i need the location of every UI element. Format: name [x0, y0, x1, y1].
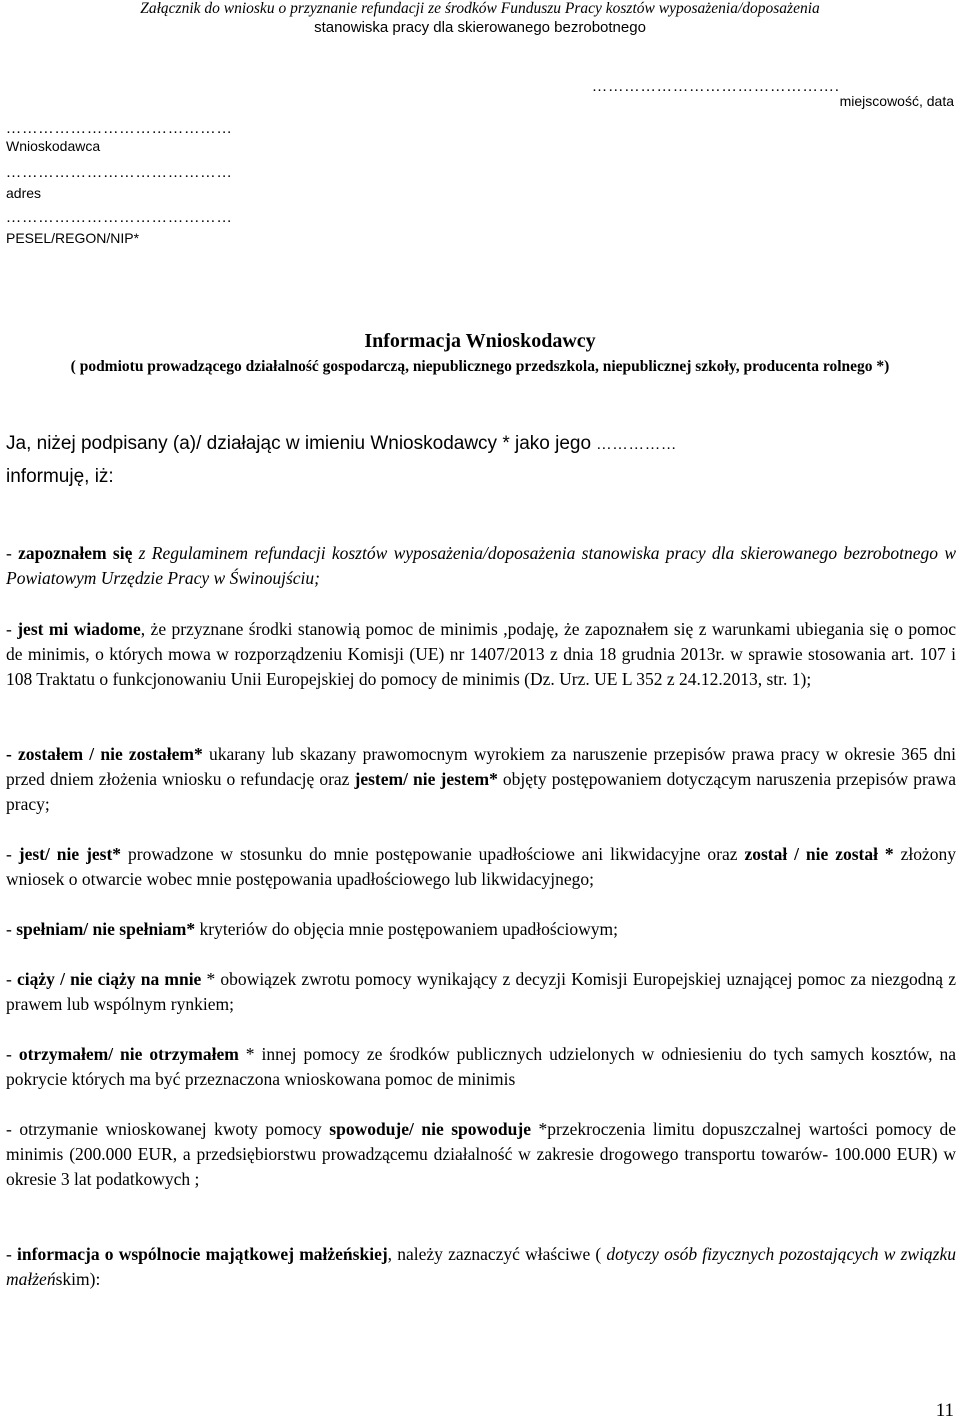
- statement-text: * innej pomocy ze środków publicznych udzielonych w odniesieniu do tych samych kosztów, na pokrycie których ma być przeznaczona wnioskowana pomoc de minimis: [6, 1044, 956, 1089]
- intro-statement: [6, 433, 956, 455]
- document-header-line-2: stanowiska pracy dla skierowanego bezrobotnego: [314, 19, 646, 36]
- statement-regulations: [6, 541, 956, 591]
- statement-bold: spełniam/ nie spełniam*: [16, 919, 196, 939]
- statement-dash: -: [6, 619, 18, 639]
- statement-bold-2: jestem/ nie jestem*: [354, 769, 498, 789]
- statement-bold: spowoduje/ nie spowoduje: [329, 1119, 531, 1139]
- statement-bold: zapoznałem się: [18, 543, 133, 563]
- page-number: 11: [935, 1400, 954, 1421]
- place-date-label: miejscowość, data: [839, 93, 954, 109]
- statement-bold: ciąży / nie ciąży na mnie: [17, 969, 202, 989]
- document-subtitle: ( podmiotu prowadzącego działalność gospodarczą, niepublicznego przedszkola, niepublicznej szkoły, producenta rolnego *): [70, 358, 890, 375]
- statement-dash: -: [6, 969, 18, 989]
- statement-dash: -: [6, 1044, 19, 1064]
- statement-other-aid: [6, 1042, 956, 1092]
- statement-dash: -: [6, 919, 17, 939]
- statement-criteria: [6, 917, 956, 942]
- applicant-id-label: PESEL/REGON/NIP*: [6, 230, 140, 246]
- statement-italic: dotyczy osób fizycznych pozostających w związku małżeń: [6, 1244, 956, 1289]
- statement-text: kryteriów do objęcia mnie postępowaniem upadłościowym;: [195, 919, 618, 939]
- statement-labour-law: [6, 742, 956, 817]
- statement-marital-property: [6, 1242, 956, 1292]
- statement-text-2: *przekroczenia limitu dopuszczalnej wartości pomocy de minimis (200.000 EUR, a przedsiębiorstwu prowadzącemu działalność w zakresie drogowego transportu towarów- 100.000 EUR) w okresie 3 lat podatkowych ;: [6, 1119, 956, 1189]
- statement-text: ukarany lub skazany prawomocnym wyrokiem za naruszenie przepisów prawa pracy w okresie 365 dni przed dniem złożenia wniosku o refundację oraz: [6, 744, 956, 789]
- statement-text: prowadzone w stosunku do mnie postępowanie upadłościowe ani likwidacyjne oraz: [121, 844, 745, 864]
- statement-repayment: [6, 967, 956, 1017]
- statement-bold: informacja o wspólnocie majątkowej małżeńskiej: [17, 1244, 388, 1264]
- statement-bankruptcy: [6, 842, 956, 892]
- place-date-dots: ……………………………………….: [592, 79, 840, 95]
- statement-bold-2: został / nie został *: [744, 844, 894, 864]
- statement-bold: jest/ nie jest*: [18, 844, 122, 864]
- applicant-name-label: Wnioskodawca: [6, 138, 101, 154]
- statement-dash: -: [6, 1244, 18, 1264]
- applicant-name-dots: ……………………………………: [6, 121, 233, 137]
- statement-text-2: objęty postępowaniem dotyczącym naruszenia przepisów prawa pracy;: [6, 769, 956, 814]
- intro-line-2: informuję, iż:: [6, 466, 114, 487]
- statement-bold: - zostałem / nie zostałem*: [6, 744, 203, 764]
- statement-text: z Regulaminem refundacji kosztów wyposażenia/doposażenia stanowiska pracy dla skierowanego bezrobotnego w Powiatowym Urzędzie Pracy w Świnoujściu;: [6, 543, 957, 588]
- applicant-address-label: adres: [6, 185, 42, 201]
- statement-bold: jest mi wiadome: [17, 619, 141, 639]
- statement-text: - otrzymanie wnioskowanej kwoty pomocy: [6, 1119, 330, 1139]
- statement-text: * obowiązek zwrotu pomocy wynikający z decyzji Komisji Europejskiej uznającej pomoc za niezgodną z prawem lub wspólnym rynkiem;: [6, 969, 956, 1014]
- statement-text: , należy zaznaczyć właściwe (: [387, 1244, 607, 1264]
- statement-text-2: złożony wniosek o otwarcie wobec mnie postępowania upadłościowego lub likwidacyjnego;: [6, 844, 956, 889]
- intro-dots: ……………: [596, 437, 678, 453]
- statement-limit: [6, 1117, 956, 1192]
- statement-bold: otrzymałem/ nie otrzymałem: [18, 1044, 239, 1064]
- statement-dash: -: [6, 844, 19, 864]
- statement-de-minimis: [6, 617, 956, 692]
- applicant-id-dots: ……………………………………: [6, 210, 233, 226]
- statement-dash: -: [6, 543, 19, 563]
- applicant-address-dots: ……………………………………: [6, 165, 233, 181]
- statement-text: , że przyznane środki stanowią pomoc de minimis ,podaję, że zapoznałem się z warunkami ubiegania się o pomoc de minimis, o których mowa w rozporządzeniu Komisji (UE) nr 1407/2013 z dnia 18 grudnia 2013r. w sprawie stosowania art. 107 i 108 Traktatu o funkcjonowaniu Unii Europejskiej do pomocy de minimis (Dz. Urz. UE L 352 z 24.12.2013, str. 1);: [6, 619, 956, 689]
- document-header-line-1: Załącznik do wniosku o przyznanie refundacji ze środków Funduszu Pracy kosztów wyposażenia/doposażenia: [140, 0, 820, 17]
- intro-text: Ja, niżej podpisany (a)/ działając w imieniu Wnioskodawcy * jako jego: [6, 433, 592, 454]
- document-title: Informacja Wnioskodawcy: [364, 330, 596, 352]
- statement-text-2: skim):: [55, 1269, 101, 1289]
